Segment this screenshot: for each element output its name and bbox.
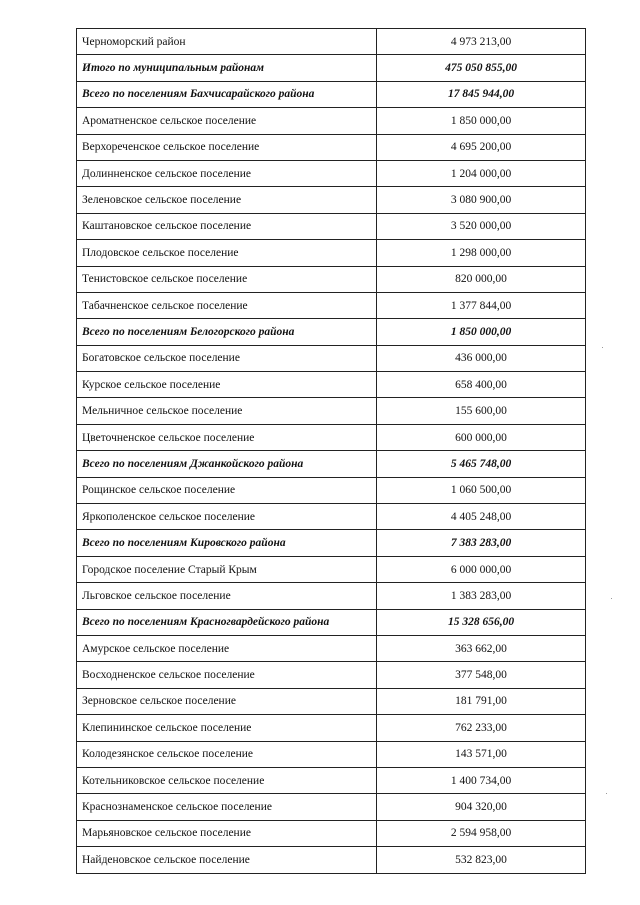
- table-row: [77, 134, 586, 160]
- row-amount-cell: 1 298 000,00: [377, 240, 586, 266]
- row-name-cell: Зерновское сельское поселение: [77, 688, 377, 714]
- row-amount-cell: 15 328 656,00: [377, 609, 586, 635]
- table-row: [77, 847, 586, 873]
- row-amount-cell: 363 662,00: [377, 635, 586, 661]
- row-name-cell: Богатовское сельское поселение: [77, 345, 377, 371]
- scan-speck: [602, 347, 603, 348]
- table-row: [77, 187, 586, 213]
- row-name-cell: Плодовское сельское поселение: [77, 240, 377, 266]
- row-name-cell: Всего по поселениям Джанкойского района: [77, 451, 377, 477]
- row-name-cell: Колодезянское сельское поселение: [77, 741, 377, 767]
- scan-speck: [606, 793, 607, 794]
- row-amount-cell: 181 791,00: [377, 688, 586, 714]
- row-name-cell: Котельниковское сельское поселение: [77, 767, 377, 793]
- row-name-cell: Восходненское сельское поселение: [77, 662, 377, 688]
- row-name-cell: Итого по муниципальным районам: [77, 55, 377, 81]
- row-amount-cell: 17 845 944,00: [377, 81, 586, 107]
- row-name-cell: Найденовское сельское поселение: [77, 847, 377, 873]
- row-name-cell: Каштановское сельское поселение: [77, 213, 377, 239]
- row-amount-cell: 143 571,00: [377, 741, 586, 767]
- table-row: [77, 556, 586, 582]
- row-name-cell: Городское поселение Старый Крым: [77, 556, 377, 582]
- row-amount-cell: 7 383 283,00: [377, 530, 586, 556]
- row-amount-cell: 532 823,00: [377, 847, 586, 873]
- row-name-cell: Долинненское сельское поселение: [77, 160, 377, 186]
- row-amount-cell: 762 233,00: [377, 715, 586, 741]
- row-name-cell: Всего по поселениям Белогорского района: [77, 319, 377, 345]
- row-amount-cell: 4 405 248,00: [377, 504, 586, 530]
- budget-table-body: [77, 29, 586, 874]
- row-amount-cell: 1 850 000,00: [377, 319, 586, 345]
- table-row: [77, 820, 586, 846]
- row-amount-cell: 4 695 200,00: [377, 134, 586, 160]
- row-amount-cell: 1 377 844,00: [377, 292, 586, 318]
- row-amount-cell: 1 060 500,00: [377, 477, 586, 503]
- table-row: [77, 662, 586, 688]
- row-name-cell: Клепининское сельское поселение: [77, 715, 377, 741]
- table-total-row: [77, 81, 586, 107]
- row-amount-cell: 1 400 734,00: [377, 767, 586, 793]
- row-name-cell: Марьяновское сельское поселение: [77, 820, 377, 846]
- row-name-cell: Верхореченское сельское поселение: [77, 134, 377, 160]
- row-amount-cell: 436 000,00: [377, 345, 586, 371]
- table-row: [77, 688, 586, 714]
- table-row: [77, 741, 586, 767]
- table-row: [77, 477, 586, 503]
- row-name-cell: Тенистовское сельское поселение: [77, 266, 377, 292]
- row-name-cell: Табачненское сельское поселение: [77, 292, 377, 318]
- row-amount-cell: 475 050 855,00: [377, 55, 586, 81]
- row-amount-cell: 658 400,00: [377, 372, 586, 398]
- table-row: [77, 767, 586, 793]
- table-total-row: [77, 530, 586, 556]
- row-amount-cell: 904 320,00: [377, 794, 586, 820]
- row-name-cell: Мельничное сельское поселение: [77, 398, 377, 424]
- row-name-cell: Курское сельское поселение: [77, 372, 377, 398]
- table-row: [77, 160, 586, 186]
- row-amount-cell: 377 548,00: [377, 662, 586, 688]
- table-row: [77, 108, 586, 134]
- table-row: [77, 504, 586, 530]
- table-row: [77, 29, 586, 55]
- table-row: [77, 583, 586, 609]
- table-row: [77, 715, 586, 741]
- row-amount-cell: 4 973 213,00: [377, 29, 586, 55]
- row-amount-cell: 820 000,00: [377, 266, 586, 292]
- table-total-row: [77, 451, 586, 477]
- table-row: [77, 424, 586, 450]
- row-name-cell: Ароматненское сельское поселение: [77, 108, 377, 134]
- table-total-row: [77, 319, 586, 345]
- row-amount-cell: 2 594 958,00: [377, 820, 586, 846]
- table-row: [77, 292, 586, 318]
- row-amount-cell: 6 000 000,00: [377, 556, 586, 582]
- table-row: [77, 213, 586, 239]
- row-name-cell: Всего по поселениям Красногвардейского района: [77, 609, 377, 635]
- row-amount-cell: 3 520 000,00: [377, 213, 586, 239]
- row-amount-cell: 600 000,00: [377, 424, 586, 450]
- table-row: [77, 635, 586, 661]
- table-row: [77, 345, 586, 371]
- row-name-cell: Яркополенское сельское поселение: [77, 504, 377, 530]
- table-row: [77, 240, 586, 266]
- table-row: [77, 398, 586, 424]
- row-name-cell: Краснознаменское сельское поселение: [77, 794, 377, 820]
- row-name-cell: Всего по поселениям Бахчисарайского района: [77, 81, 377, 107]
- row-name-cell: Всего по поселениям Кировского района: [77, 530, 377, 556]
- row-amount-cell: 155 600,00: [377, 398, 586, 424]
- row-name-cell: Черноморский район: [77, 29, 377, 55]
- table-row: [77, 266, 586, 292]
- row-name-cell: Цветочненское сельское поселение: [77, 424, 377, 450]
- row-amount-cell: 5 465 748,00: [377, 451, 586, 477]
- row-name-cell: Амурское сельское поселение: [77, 635, 377, 661]
- row-name-cell: Зеленовское сельское поселение: [77, 187, 377, 213]
- row-amount-cell: 3 080 900,00: [377, 187, 586, 213]
- budget-allocation-table: [76, 28, 586, 874]
- table-total-row: [77, 55, 586, 81]
- row-amount-cell: 1 383 283,00: [377, 583, 586, 609]
- scan-speck: [611, 598, 612, 599]
- table-row: [77, 794, 586, 820]
- table-row: [77, 372, 586, 398]
- table-total-row: [77, 609, 586, 635]
- row-amount-cell: 1 850 000,00: [377, 108, 586, 134]
- row-name-cell: Рощинское сельское поселение: [77, 477, 377, 503]
- row-amount-cell: 1 204 000,00: [377, 160, 586, 186]
- row-name-cell: Льговское сельское поселение: [77, 583, 377, 609]
